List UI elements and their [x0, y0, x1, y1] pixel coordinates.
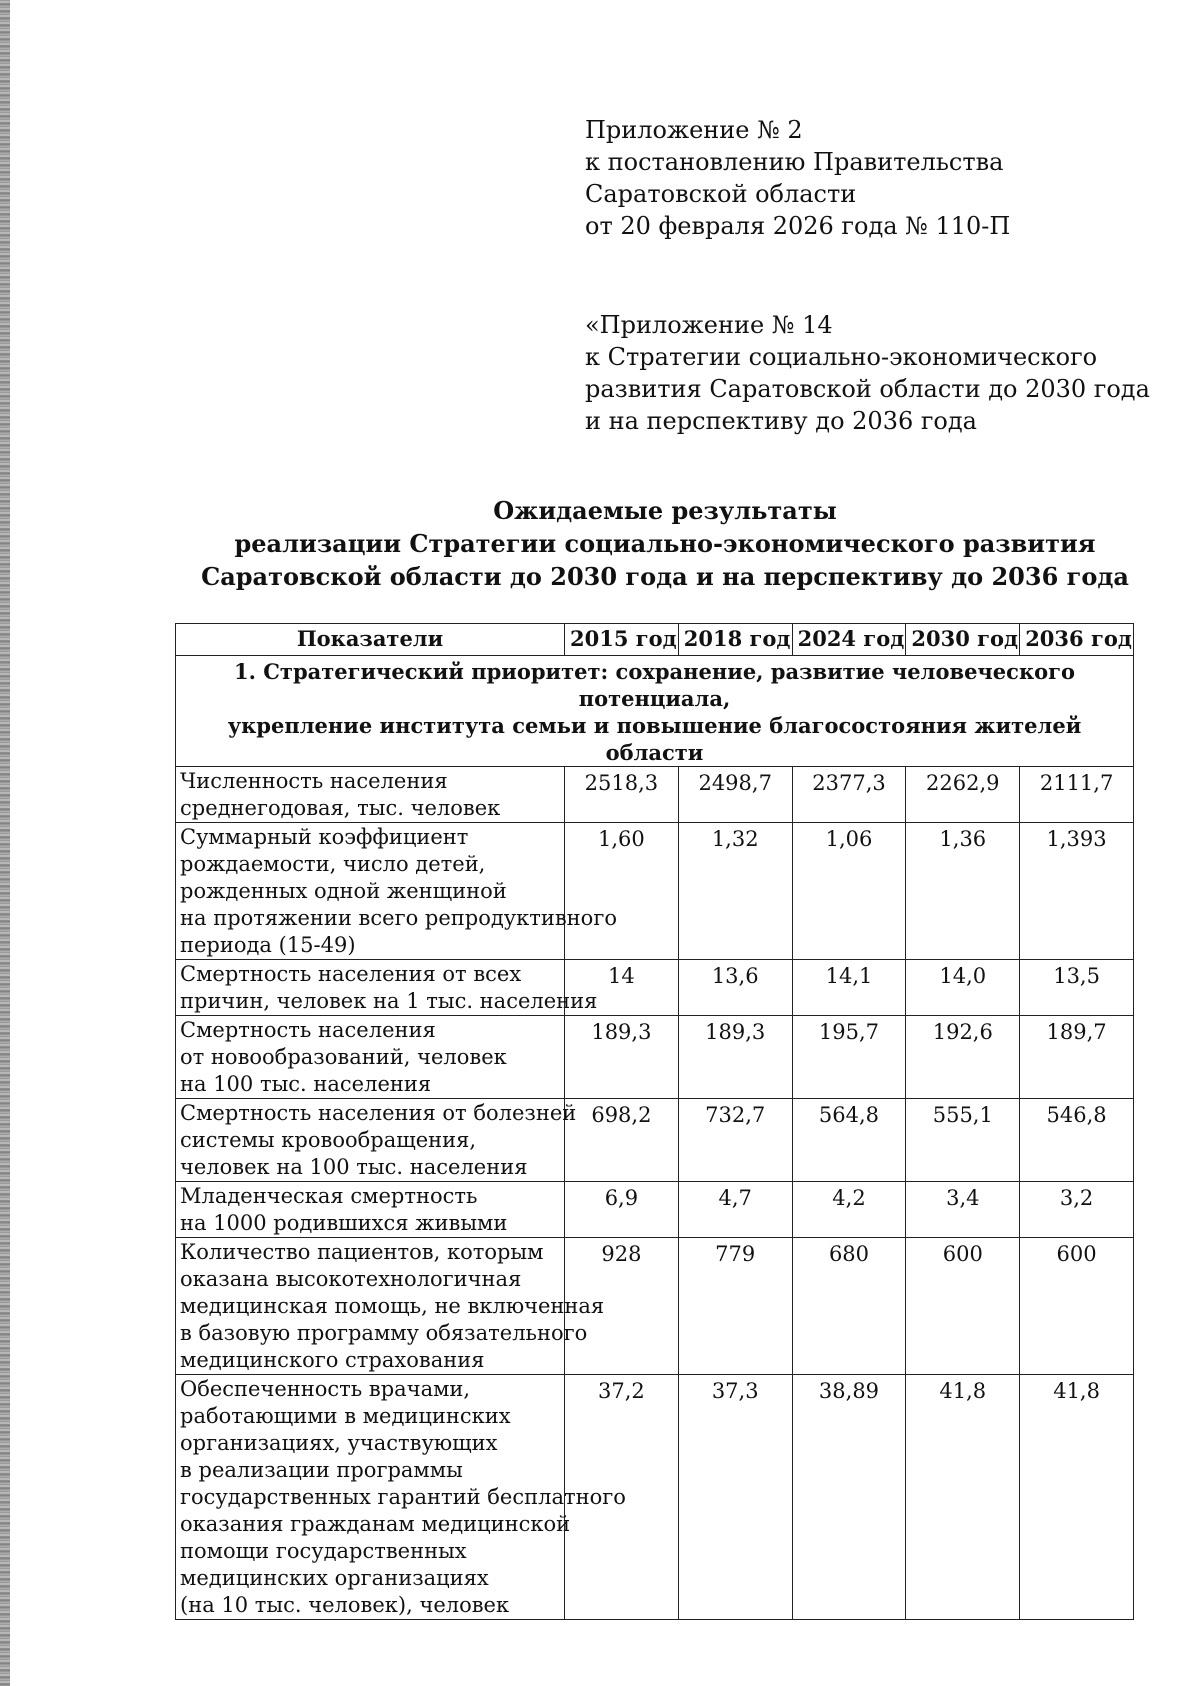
value-2024: 2377,3: [792, 767, 906, 823]
indicator-name-line: (на 10 тыс. человек), человек: [180, 1593, 510, 1617]
value-2018: 779: [678, 1238, 792, 1375]
value-2015: 2518,3: [565, 767, 679, 823]
indicator-name-line: Смертность населения от всех: [180, 962, 522, 986]
indicator-name-line: среднегодовая, тыс. человек: [180, 796, 501, 820]
value-2030: 2262,9: [906, 767, 1020, 823]
value-2024: 195,7: [792, 1016, 906, 1099]
indicator-name-line: причин, человек на 1 тыс. населения: [180, 989, 598, 1013]
indicator-name-line: на протяжении всего репродуктивного: [180, 906, 617, 930]
value-2015: 1,60: [565, 823, 679, 960]
indicator-name-line: работающими в медицинских: [180, 1404, 511, 1428]
header-year-2036: 2036 год: [1020, 624, 1134, 656]
indicator-name-line: рожденных одной женщиной: [180, 879, 507, 903]
value-2024: 14,1: [792, 960, 906, 1016]
title-line: Саратовской области до 2030 года и на перспективу до 2036 года: [201, 562, 1129, 591]
value-2018: 13,6: [678, 960, 792, 1016]
appendix-line: от 20 февраля 2026 года № 110-П: [585, 212, 1011, 240]
table-row: [176, 1238, 1134, 1375]
appendix-line: Саратовской области: [585, 180, 857, 208]
indicator-name-line: в реализации программы: [180, 1458, 463, 1482]
table-row: [176, 1182, 1134, 1238]
section-heading: [176, 656, 1134, 767]
value-2018: 189,3: [678, 1016, 792, 1099]
value-2018: 37,3: [678, 1375, 792, 1620]
header-year-2030: 2030 год: [906, 624, 1020, 656]
table-row: [176, 823, 1134, 960]
value-2030: 555,1: [906, 1099, 1020, 1182]
indicator-name-line: медицинская помощь, не включенная: [180, 1294, 605, 1318]
section-heading-line: 1. Стратегический приоритет: сохранение, развитие человеческого потенциала,: [233, 659, 1075, 711]
strategy-appendix-line: к Стратегии социально-экономического: [585, 343, 1098, 371]
indicator-name-line: человек на 100 тыс. населения: [180, 1155, 528, 1179]
indicator-name: [176, 823, 617, 960]
table-row: [176, 1099, 1134, 1182]
value-2015: 6,9: [565, 1182, 679, 1238]
appendix-reference: [585, 114, 1145, 242]
value-2036: 13,5: [1020, 960, 1134, 1016]
value-2036: 1,393: [1020, 823, 1134, 960]
value-2030: 3,4: [906, 1182, 1020, 1238]
appendix-line: Приложение № 2: [585, 116, 803, 144]
document-title: [140, 494, 1190, 593]
indicator-name-line: медицинского страхования: [180, 1348, 485, 1372]
value-2024: 564,8: [792, 1099, 906, 1182]
header-year-2018: 2018 год: [678, 624, 792, 656]
value-2024: 1,06: [792, 823, 906, 960]
value-2036: 3,2: [1020, 1182, 1134, 1238]
header-year-2024: 2024 год: [792, 624, 906, 656]
indicator-name: [176, 1016, 565, 1099]
value-2036: 189,7: [1020, 1016, 1134, 1099]
indicator-name: [176, 1182, 565, 1238]
value-2036: 2111,7: [1020, 767, 1134, 823]
value-2024: 680: [792, 1238, 906, 1375]
value-2015: 14: [565, 960, 679, 1016]
table-row: [176, 1016, 1134, 1099]
title-line: Ожидаемые результаты: [493, 496, 837, 525]
indicator-name-line: оказания гражданам медицинской: [180, 1512, 571, 1536]
indicator-name-line: на 1000 родившихся живыми: [180, 1211, 508, 1235]
title-line: реализации Стратегии социально-экономического развития: [234, 529, 1096, 558]
value-2030: 600: [906, 1238, 1020, 1375]
value-2018: 4,7: [678, 1182, 792, 1238]
indicator-name-line: в базовую программу обязательного: [180, 1321, 588, 1345]
value-2024: 4,2: [792, 1182, 906, 1238]
value-2018: 732,7: [678, 1099, 792, 1182]
strategy-appendix-line: и на перспективу до 2036 года: [585, 407, 977, 435]
value-2018: 1,32: [678, 823, 792, 960]
results-table: [175, 623, 1134, 1620]
indicator-name: [176, 960, 598, 1016]
indicator-name-line: организациях, участвующих: [180, 1431, 498, 1455]
indicator-name-line: Количество пациентов, которым: [180, 1240, 544, 1264]
table-header-row: [176, 624, 1134, 656]
strategy-appendix-line: «Приложение № 14: [585, 311, 833, 339]
indicator-name: [176, 1238, 605, 1375]
indicator-name-line: системы кровообращения,: [180, 1128, 477, 1152]
indicator-name-line: от новообразований, человек: [180, 1045, 507, 1069]
strategy-appendix-line: развития Саратовской области до 2030 года: [585, 375, 1150, 403]
value-2015: 698,2: [565, 1099, 679, 1182]
indicator-name-line: Смертность населения: [180, 1018, 436, 1042]
strategy-appendix-reference: [585, 309, 1150, 437]
value-2036: 41,8: [1020, 1375, 1134, 1620]
indicator-name-line: рождаемости, число детей,: [180, 852, 486, 876]
value-2030: 14,0: [906, 960, 1020, 1016]
indicator-name-line: оказана высокотехнологичная: [180, 1267, 522, 1291]
indicator-name-line: государственных гарантий бесплатного: [180, 1485, 626, 1509]
indicator-name-line: Обеспеченность врачами,: [180, 1377, 471, 1401]
scan-edge: [0, 0, 10, 1686]
value-2030: 1,36: [906, 823, 1020, 960]
section-heading-line: укрепление института семьи и повышение благосостояния жителей области: [227, 713, 1082, 765]
value-2036: 600: [1020, 1238, 1134, 1375]
value-2030: 41,8: [906, 1375, 1020, 1620]
indicator-name-line: Численность населения: [180, 769, 448, 793]
indicator-name-line: Суммарный коэффициент: [180, 825, 469, 849]
table-row: [176, 767, 1134, 823]
section-row: [176, 656, 1134, 767]
value-2015: 37,2: [565, 1375, 679, 1620]
value-2030: 192,6: [906, 1016, 1020, 1099]
indicator-name-line: Младенческая смертность: [180, 1184, 478, 1208]
header-year-2015: 2015 год: [565, 624, 679, 656]
appendix-line: к постановлению Правительства: [585, 148, 1004, 176]
value-2015: 928: [565, 1238, 679, 1375]
indicator-name-line: Смертность населения от болезней: [180, 1101, 577, 1125]
indicator-name-line: на 100 тыс. населения: [180, 1072, 432, 1096]
indicator-name: [176, 1099, 577, 1182]
indicator-name-line: периода (15-49): [180, 933, 356, 957]
value-2018: 2498,7: [678, 767, 792, 823]
table-row: [176, 1375, 1134, 1620]
value-2036: 546,8: [1020, 1099, 1134, 1182]
indicator-name: [176, 767, 565, 823]
value-2024: 38,89: [792, 1375, 906, 1620]
indicator-name-line: помощи государственных: [180, 1539, 467, 1563]
table-row: [176, 960, 1134, 1016]
indicator-name-line: медицинских организациях: [180, 1566, 489, 1590]
header-indicators: Показатели: [176, 624, 565, 656]
value-2015: 189,3: [565, 1016, 679, 1099]
